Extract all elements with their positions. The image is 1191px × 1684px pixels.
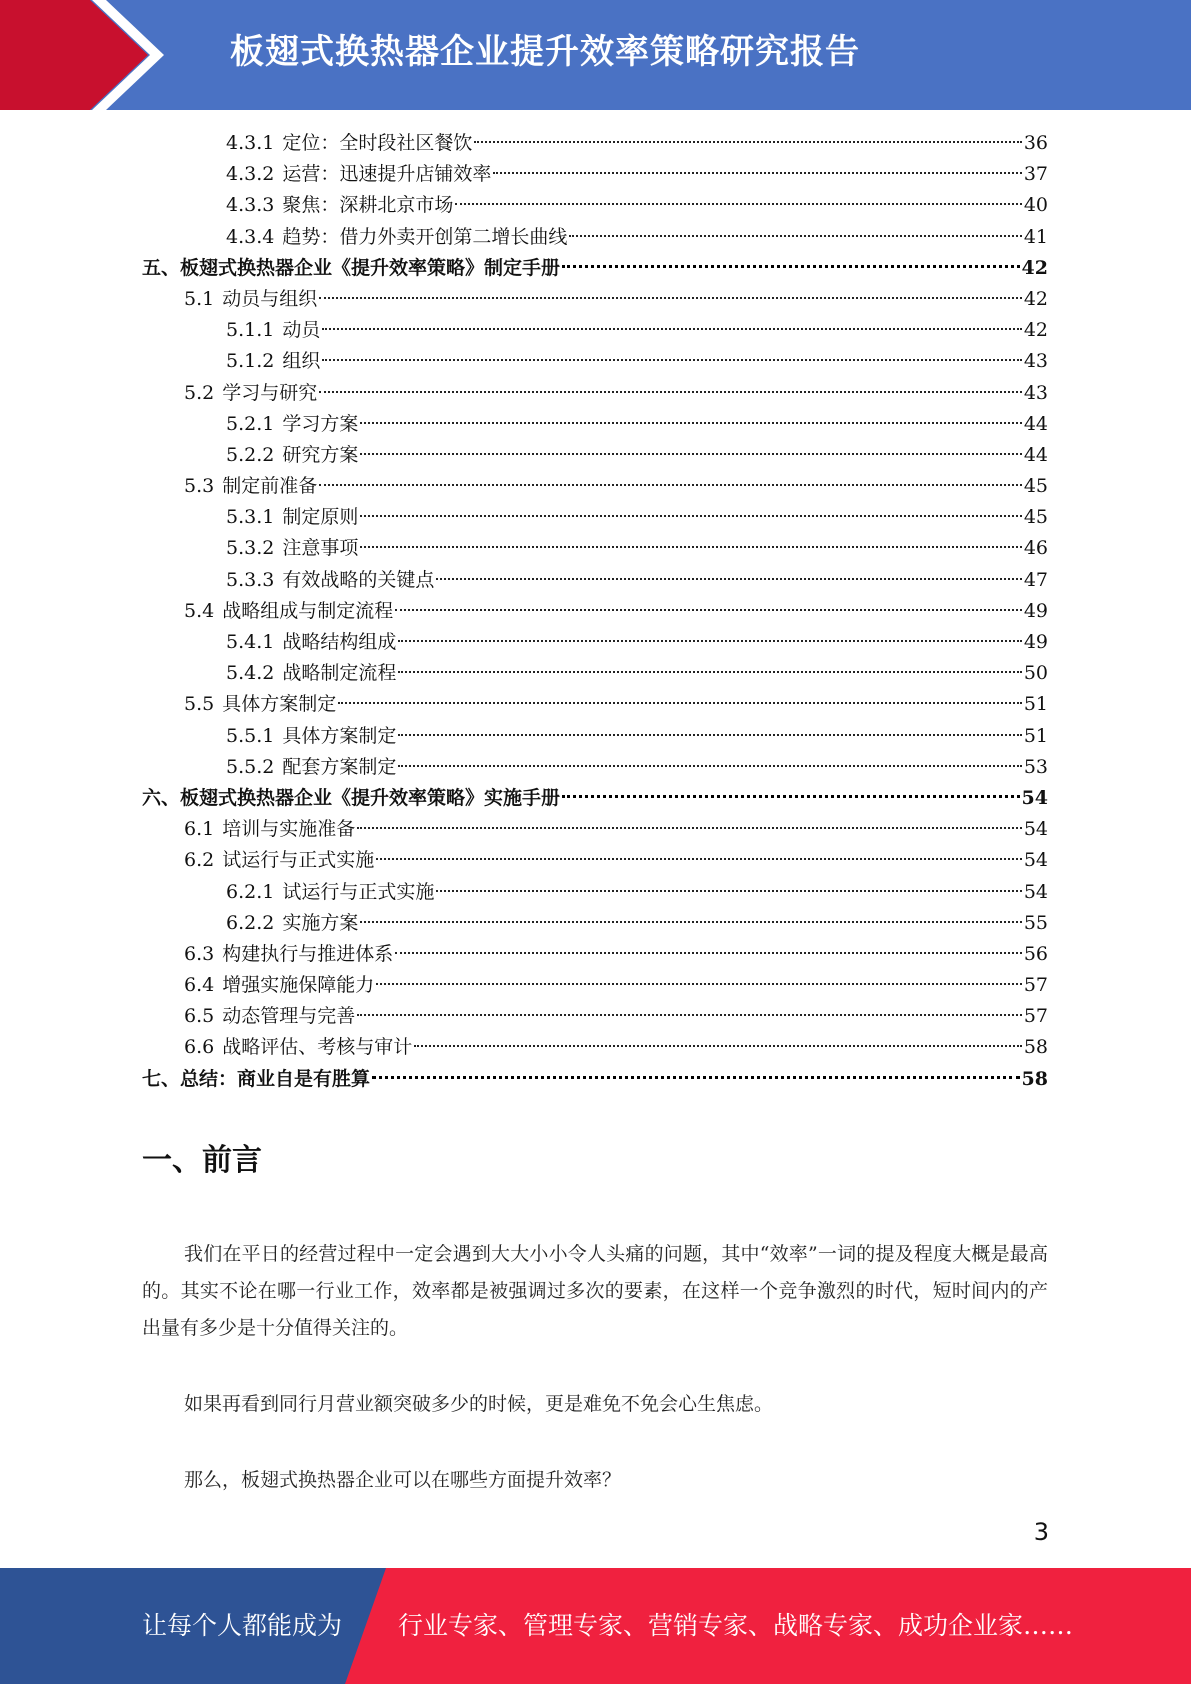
- toc-dot-leader: [360, 921, 1021, 923]
- toc-entry-page: 37: [1023, 163, 1048, 186]
- toc-dot-leader: [398, 640, 1021, 642]
- toc-entry-page: 36: [1023, 132, 1048, 154]
- toc-entry[interactable]: [142, 128, 1048, 159]
- page-footer: [0, 1568, 1191, 1684]
- toc-entry-page: 42: [1023, 319, 1048, 342]
- toc-dot-leader: [493, 172, 1021, 174]
- toc-entry-page: 43: [1023, 381, 1048, 404]
- toc-dot-leader: [474, 141, 1021, 143]
- toc-dot-leader: [562, 795, 1020, 798]
- page-header: [0, 0, 1191, 110]
- toc-entry[interactable]: [142, 222, 1048, 253]
- toc-entry[interactable]: [142, 1001, 1048, 1032]
- toc-dot-leader: [414, 1045, 1022, 1047]
- toc-dot-leader: [395, 952, 1022, 954]
- page-number: 3: [1033, 1518, 1049, 1546]
- toc-entry-title: 学习与研究: [222, 381, 318, 404]
- toc-dot-leader: [322, 328, 1021, 330]
- toc-dot-leader: [319, 391, 1022, 393]
- toc-entry-number: 5.5.1: [226, 724, 275, 747]
- toc-entry-page: 57: [1023, 1005, 1048, 1028]
- toc-entry-title: 有效战略的关键点: [282, 568, 435, 591]
- toc-entry-page: 54: [1023, 880, 1048, 903]
- toc-entry[interactable]: [142, 970, 1048, 1001]
- toc-entry-title: 具体方案制定: [282, 724, 397, 747]
- toc-entry-page: 43: [1023, 350, 1048, 373]
- toc-entry-page: 55: [1023, 911, 1048, 934]
- toc-entry-number: 6.4: [184, 974, 215, 997]
- toc-entry-title: 配套方案制定: [282, 755, 397, 778]
- toc-entry-page: 42: [1021, 256, 1048, 279]
- toc-entry[interactable]: [142, 1032, 1048, 1063]
- toc-entry-number: 5.2: [184, 381, 215, 404]
- toc-entry-title: 战略结构组成: [282, 631, 397, 653]
- toc-entry-title: 实施方案: [282, 911, 359, 934]
- toc-entry-page: 54: [1021, 786, 1048, 809]
- toc-entry[interactable]: [142, 159, 1048, 190]
- toc-entry-page: 53: [1023, 755, 1048, 778]
- toc-entry-page: 54: [1023, 849, 1048, 872]
- toc-entry[interactable]: [142, 378, 1048, 409]
- toc-dot-leader: [319, 297, 1022, 299]
- toc-dot-leader: [398, 734, 1021, 736]
- toc-entry-title: 培训与实施准备: [222, 818, 356, 841]
- toc-entry-title: 战略制定流程: [282, 662, 397, 685]
- toc-entry-title: 试运行与正式实施: [222, 849, 375, 872]
- toc-entry-number: 5.2.2: [226, 443, 275, 466]
- toc-dot-leader: [338, 702, 1022, 704]
- toc-dot-leader: [322, 359, 1021, 361]
- toc-entry-title: 具体方案制定: [222, 693, 337, 716]
- toc-entry-page: 41: [1023, 225, 1048, 248]
- toc-entry-number: 5.3: [184, 475, 215, 498]
- header-red-arrow: [0, 0, 160, 110]
- toc-entry-title: 试运行与正式实施: [282, 880, 435, 903]
- toc-entry-title: 六、板翅式换热器企业《提升效率策略》实施手册: [142, 786, 561, 809]
- toc-entry[interactable]: [142, 783, 1048, 814]
- toc-entry-page: 44: [1023, 412, 1048, 435]
- toc-entry-number: 5.3.2: [226, 537, 275, 560]
- toc-entry[interactable]: [142, 814, 1048, 845]
- toc-entry-page: 57: [1023, 974, 1048, 997]
- toc-entry-number: 6.6: [184, 1036, 215, 1059]
- toc-entry[interactable]: [142, 627, 1048, 658]
- paragraph: 如果再看到同行月营业额突破多少的时候，更是难免不免会心生焦虑。: [184, 1393, 774, 1415]
- toc-entry[interactable]: [142, 689, 1048, 720]
- toc-dot-leader: [360, 546, 1021, 548]
- footer-slogan: 让每个人都能成为: [142, 1611, 343, 1640]
- toc-dot-leader: [436, 578, 1021, 580]
- toc-entry[interactable]: [142, 877, 1048, 908]
- toc-entry-page: 44: [1023, 443, 1048, 466]
- toc-entry[interactable]: [142, 533, 1048, 564]
- toc-entry[interactable]: [142, 908, 1048, 939]
- toc-entry-page: 42: [1023, 287, 1048, 310]
- toc-entry-page: 49: [1023, 631, 1048, 653]
- toc-entry[interactable]: [142, 845, 1048, 876]
- toc-dot-leader: [372, 1076, 1020, 1079]
- toc-entry[interactable]: [142, 1064, 1048, 1095]
- toc-entry-title: 学习方案: [282, 412, 359, 435]
- toc-entry-number: 5.1.2: [226, 350, 275, 373]
- toc-entry[interactable]: [142, 752, 1048, 783]
- toc-entry[interactable]: [142, 721, 1048, 752]
- toc-dot-leader: [360, 453, 1021, 455]
- toc-entry-title: 组织: [282, 350, 321, 373]
- toc-entry[interactable]: [142, 502, 1048, 533]
- toc-entry-title: 构建执行与推进体系: [222, 942, 394, 965]
- toc-entry-number: 6.2: [184, 849, 215, 872]
- toc-entry-number: 5.5.2: [226, 755, 275, 778]
- toc-entry-number: 5.5: [184, 693, 215, 716]
- toc-entry-page: 58: [1021, 1067, 1048, 1090]
- toc-entry-title: 增强实施保障能力: [222, 974, 375, 997]
- toc-dot-leader: [319, 484, 1022, 486]
- toc-entry-page: 58: [1023, 1036, 1048, 1059]
- toc-dot-leader: [395, 609, 1022, 611]
- toc-entry[interactable]: [142, 190, 1048, 221]
- toc-entry[interactable]: [142, 565, 1048, 596]
- toc-entry[interactable]: [142, 596, 1048, 627]
- toc-entry[interactable]: [142, 658, 1048, 689]
- toc-entry-page: 51: [1023, 693, 1048, 716]
- toc-entry-number: 5.3.3: [226, 568, 275, 591]
- toc-entry-title: 五、板翅式换热器企业《提升效率策略》制定手册: [142, 256, 561, 279]
- toc-entry[interactable]: [142, 440, 1048, 471]
- toc-entry-page: 40: [1023, 194, 1048, 217]
- toc-entry[interactable]: [142, 284, 1048, 315]
- toc-entry-title: 制定原则: [282, 506, 359, 529]
- toc-entry-number: 5.1: [184, 287, 215, 310]
- toc-entry[interactable]: [142, 315, 1048, 346]
- toc-entry-title: 研究方案: [282, 443, 359, 466]
- toc-dot-leader: [357, 1014, 1022, 1016]
- toc-entry-number: 6.5: [184, 1005, 215, 1028]
- toc-entry[interactable]: [142, 409, 1048, 440]
- table-of-contents: [142, 128, 1048, 1095]
- toc-entry-page: 56: [1023, 942, 1048, 965]
- toc-entry-title: 聚焦：深耕北京市场: [282, 194, 454, 217]
- toc-dot-leader: [569, 235, 1021, 237]
- footer-roles: 行业专家、管理专家、营销专家、战略专家、成功企业家……: [398, 1611, 1074, 1640]
- toc-entry-page: 45: [1023, 475, 1048, 498]
- toc-entry-number: 6.2.2: [226, 911, 275, 934]
- toc-entry[interactable]: [142, 471, 1048, 502]
- toc-dot-leader: [376, 983, 1022, 985]
- toc-entry-title: 定位：全时段社区餐饮: [282, 132, 473, 154]
- toc-entry[interactable]: [142, 346, 1048, 377]
- toc-entry-title: 注意事项: [282, 537, 359, 560]
- toc-dot-leader: [360, 515, 1021, 517]
- toc-entry-page: 46: [1023, 537, 1048, 560]
- toc-entry-page: 51: [1023, 724, 1048, 747]
- toc-entry-title: 制定前准备: [222, 475, 318, 498]
- report-title: 板翅式换热器企业提升效率策略研究报告: [230, 32, 860, 72]
- toc-entry-title: 七、总结：商业自是有胜算: [142, 1067, 371, 1090]
- toc-entry-title: 动态管理与完善: [222, 1005, 356, 1028]
- toc-dot-leader: [398, 765, 1021, 767]
- toc-entry-title: 战略组成与制定流程: [222, 599, 394, 622]
- toc-entry-page: 45: [1023, 506, 1048, 529]
- toc-entry-number: 6.3: [184, 942, 215, 965]
- toc-entry-title: 战略评估、考核与审计: [222, 1036, 413, 1059]
- toc-entry-title: 运营：迅速提升店铺效率: [282, 163, 492, 186]
- toc-entry-number: 5.3.1: [226, 506, 275, 529]
- toc-dot-leader: [357, 827, 1022, 829]
- toc-dot-leader: [360, 422, 1021, 424]
- toc-entry[interactable]: [142, 253, 1048, 284]
- toc-entry-page: 54: [1023, 818, 1048, 841]
- toc-dot-leader: [398, 671, 1021, 673]
- toc-entry-number: 6.2.1: [226, 880, 275, 903]
- toc-entry-number: 5.4: [184, 599, 215, 622]
- toc-entry-number: 5.4.1: [226, 631, 275, 653]
- toc-entry-title: 动员: [282, 319, 321, 342]
- toc-entry-number: 5.1.1: [226, 319, 275, 342]
- toc-entry-page: 50: [1023, 662, 1048, 685]
- toc-entry-number: 4.3.3: [226, 194, 275, 217]
- toc-entry-number: 4.3.4: [226, 225, 275, 248]
- toc-dot-leader: [376, 858, 1022, 860]
- toc-entry-page: 47: [1023, 568, 1048, 591]
- toc-entry-page: 49: [1023, 599, 1048, 622]
- paragraph: 我们在平日的经营过程中一定会遇到大大小小令人头痛的问题，其中“效率”一词的提及程度大概是最高的。其实不论在哪一行业工作，效率都是被强调过多次的要素，在这样一个竞争激烈的时代，短时间内的产出量有多少是十分值得关注的。: [142, 1243, 1048, 1339]
- toc-dot-leader: [455, 203, 1021, 205]
- section-heading: 一、前言: [142, 1143, 262, 1178]
- toc-entry-number: 6.1: [184, 818, 215, 841]
- toc-dot-leader: [562, 265, 1020, 268]
- toc-entry-number: 5.4.2: [226, 662, 275, 685]
- toc-entry-number: 4.3.1: [226, 132, 275, 154]
- toc-entry-title: 趋势：借力外卖开创第二增长曲线: [282, 225, 568, 248]
- toc-entry-title: 动员与组织: [222, 287, 318, 310]
- toc-entry-number: 4.3.2: [226, 163, 275, 186]
- toc-entry-number: 5.2.1: [226, 412, 275, 435]
- toc-dot-leader: [436, 890, 1021, 892]
- toc-entry[interactable]: [142, 939, 1048, 970]
- paragraph: 那么，板翅式换热器企业可以在哪些方面提升效率？: [184, 1469, 622, 1491]
